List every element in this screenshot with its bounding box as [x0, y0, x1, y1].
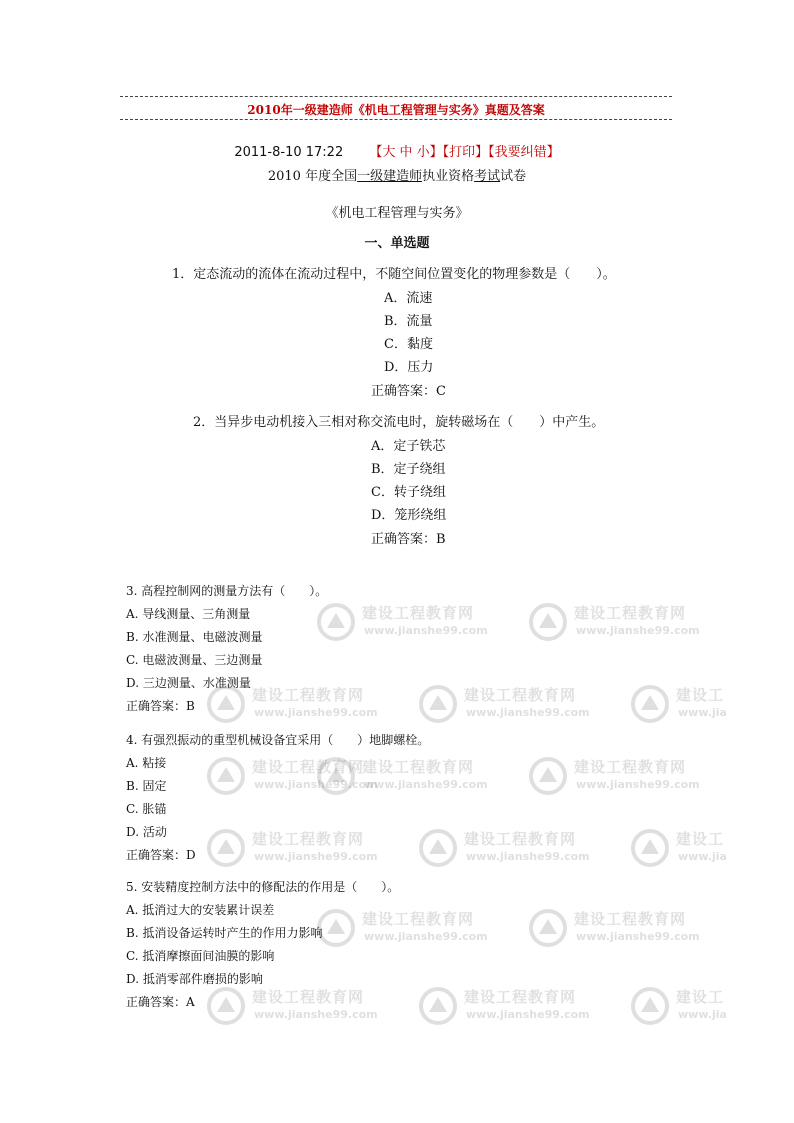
- exam-link-exam[interactable]: 考试: [474, 169, 501, 184]
- question-5-option-d: D. 抵消零部件磨损的影响: [126, 972, 263, 986]
- watermark-text-en: www.jianshe99.com: [254, 778, 378, 791]
- watermark-text-cn: 建设工程教育网: [362, 910, 475, 928]
- report-error-link[interactable]: 【我要纠错】: [488, 145, 560, 160]
- question-3-answer: 正确答案：B: [126, 699, 195, 713]
- watermark-text-en: www.jia: [678, 706, 727, 719]
- question-4-answer: 正确答案：D: [126, 848, 196, 862]
- question-4-option-d: D. 活动: [126, 825, 167, 839]
- question-3-text: 3. 高程控制网的测量方法有（ ）。: [126, 584, 328, 598]
- watermark-logo-icon: [630, 684, 670, 724]
- watermark-tile: [630, 826, 728, 872]
- watermark-text-en: www.jianshe99.com: [254, 850, 378, 863]
- watermark-tile: [316, 754, 486, 800]
- watermark-text-en: www.jianshe99.com: [364, 624, 488, 637]
- exam-heading-prefix: 2010 年度全国: [267, 169, 358, 184]
- exam-heading-mid: 执业资格: [422, 169, 475, 184]
- watermark-logo-icon: [630, 828, 670, 868]
- watermark-logo-icon: [316, 756, 356, 796]
- watermark-text-cn: 建设工程教育网: [464, 988, 577, 1006]
- question-3-option-b: B. 水准测量、电磁波测量: [126, 630, 263, 644]
- question-2-option-c: C．转子绕组: [371, 485, 446, 500]
- question-1-option-b: B．流量: [384, 314, 433, 329]
- watermark-tile: [206, 984, 376, 1030]
- question-4-option-c: C. 胀锚: [126, 802, 167, 816]
- watermark-tile: [528, 754, 698, 800]
- question-2-answer: 正确答案：B: [371, 532, 446, 547]
- watermark-text-en: www.jianshe99.com: [466, 850, 590, 863]
- question-3-option-d: D. 三边测量、水准测量: [126, 676, 251, 690]
- question-5-option-b: B. 抵消设备运转时产生的作用力影响: [126, 926, 323, 940]
- question-5-answer: 正确答案：A: [126, 995, 195, 1009]
- watermark-text-en: www.jianshe99.com: [576, 930, 700, 943]
- section-title: 一、单选题: [364, 236, 430, 251]
- question-5-option-c: C. 抵消摩擦面间油膜的影响: [126, 949, 275, 963]
- watermark-logo-icon: [316, 602, 356, 642]
- watermark-logo-icon: [206, 828, 246, 868]
- question-4-option-b: B. 固定: [126, 779, 167, 793]
- watermark-text-en: www.jianshe99.com: [254, 706, 378, 719]
- question-3-option-c: C. 电磁波测量、三边测量: [126, 653, 263, 667]
- watermark-tile: [630, 682, 728, 728]
- question-5-option-a: A. 抵消过大的安装累计误差: [126, 903, 275, 917]
- watermark-text-cn: 建设工程教育网: [252, 686, 365, 704]
- question-2-option-a: A．定子铁芯: [371, 439, 446, 454]
- watermark-logo-icon: [528, 756, 568, 796]
- watermark-logo-icon: [418, 986, 458, 1026]
- watermark-text-en: www.jia: [678, 850, 727, 863]
- watermark-text-cn: 建设工: [676, 686, 725, 704]
- question-1-text: 1．定态流动的流体在流动过程中，不随空间位置变化的物理参数是（ ）。: [172, 267, 616, 282]
- question-1-answer: 正确答案：C: [371, 384, 446, 399]
- watermark-logo-icon: [206, 756, 246, 796]
- question-2-option-b: B．定子绕组: [371, 462, 446, 477]
- font-size-toggle[interactable]: 【大 中 小】: [369, 145, 443, 160]
- watermark-text-en: www.jianshe99.com: [576, 778, 700, 791]
- watermark-text-en: www.jianshe99.com: [254, 1008, 378, 1021]
- question-2-text: 2．当异步电动机接入三相对称交流电时，旋转磁场在（ ）中产生。: [193, 415, 605, 430]
- watermark-text-cn: 建设工程教育网: [574, 910, 687, 928]
- question-3-option-a: A. 导线测量、三角测量: [126, 607, 251, 621]
- article-title: 2010年一级建造师《机电工程管理与实务》真题及答案: [247, 103, 545, 117]
- watermark-text-cn: 建设工程教育网: [252, 988, 365, 1006]
- question-4-text: 4. 有强烈振动的重型机械设备宜采用（ ）地脚螺栓。: [126, 733, 430, 747]
- watermark-logo-icon: [630, 986, 670, 1026]
- watermark-logo-icon: [206, 986, 246, 1026]
- watermark-text-cn: 建设工程教育网: [252, 758, 365, 776]
- watermark-tile: [316, 906, 486, 952]
- print-link[interactable]: 【打印】: [442, 145, 489, 160]
- question-1-option-a: A．流速: [384, 291, 433, 306]
- watermark-tile: [630, 984, 728, 1030]
- watermark-text-en: www.jianshe99.com: [364, 930, 488, 943]
- watermark-logo-icon: [418, 828, 458, 868]
- watermark-logo-icon: [528, 602, 568, 642]
- watermark-text-en: www.jianshe99.com: [466, 706, 590, 719]
- watermark-text-en: www.jianshe99.com: [466, 1008, 590, 1021]
- header-divider-bottom: [120, 119, 672, 120]
- watermark-text-cn: 建设工程教育网: [574, 604, 687, 622]
- watermark-text-en: www.jianshe99.com: [576, 624, 700, 637]
- watermark-tile: [528, 600, 698, 646]
- watermark-text-en: www.jianshe99.com: [364, 778, 488, 791]
- article-meta: [0, 141, 794, 160]
- question-5-text: 5. 安装精度控制方法中的修配法的作用是（ ）。: [126, 880, 400, 894]
- watermark-text-cn: 建设工程教育网: [252, 830, 365, 848]
- watermark-text-cn: 建设工程教育网: [362, 604, 475, 622]
- watermark-text-cn: 建设工: [676, 830, 725, 848]
- watermark-tile: [418, 826, 588, 872]
- watermark-tile: [418, 682, 588, 728]
- exam-heading-suffix: 试卷: [500, 169, 527, 184]
- watermark-logo-icon: [528, 908, 568, 948]
- exam-link-constructor[interactable]: 一级建造师: [357, 169, 423, 184]
- watermark-logo-icon: [418, 684, 458, 724]
- watermark-text-cn: 建设工程教育网: [464, 830, 577, 848]
- watermark-tile: [206, 826, 376, 872]
- question-1-option-c: C．黏度: [384, 337, 433, 352]
- watermark-text-cn: 建设工程教育网: [574, 758, 687, 776]
- question-2-option-d: D．笼形绕组: [371, 508, 447, 523]
- header-divider-top: [120, 96, 672, 97]
- watermark-text-en: www.jia: [678, 1008, 727, 1021]
- subject-title: 《机电工程管理与实务》: [325, 206, 469, 221]
- watermark-text-cn: 建设工: [676, 988, 725, 1006]
- watermark-text-cn: 建设工程教育网: [464, 686, 577, 704]
- question-4-option-a: A. 粘接: [126, 756, 167, 770]
- question-1-option-d: D．压力: [384, 360, 434, 375]
- exam-heading: [0, 165, 794, 184]
- watermark-text-cn: 建设工程教育网: [362, 758, 475, 776]
- watermark-tile: [418, 984, 588, 1030]
- watermark-tile: [316, 600, 486, 646]
- publish-datetime: 2011-8-10 17:22: [234, 145, 344, 160]
- watermark-tile: [528, 906, 698, 952]
